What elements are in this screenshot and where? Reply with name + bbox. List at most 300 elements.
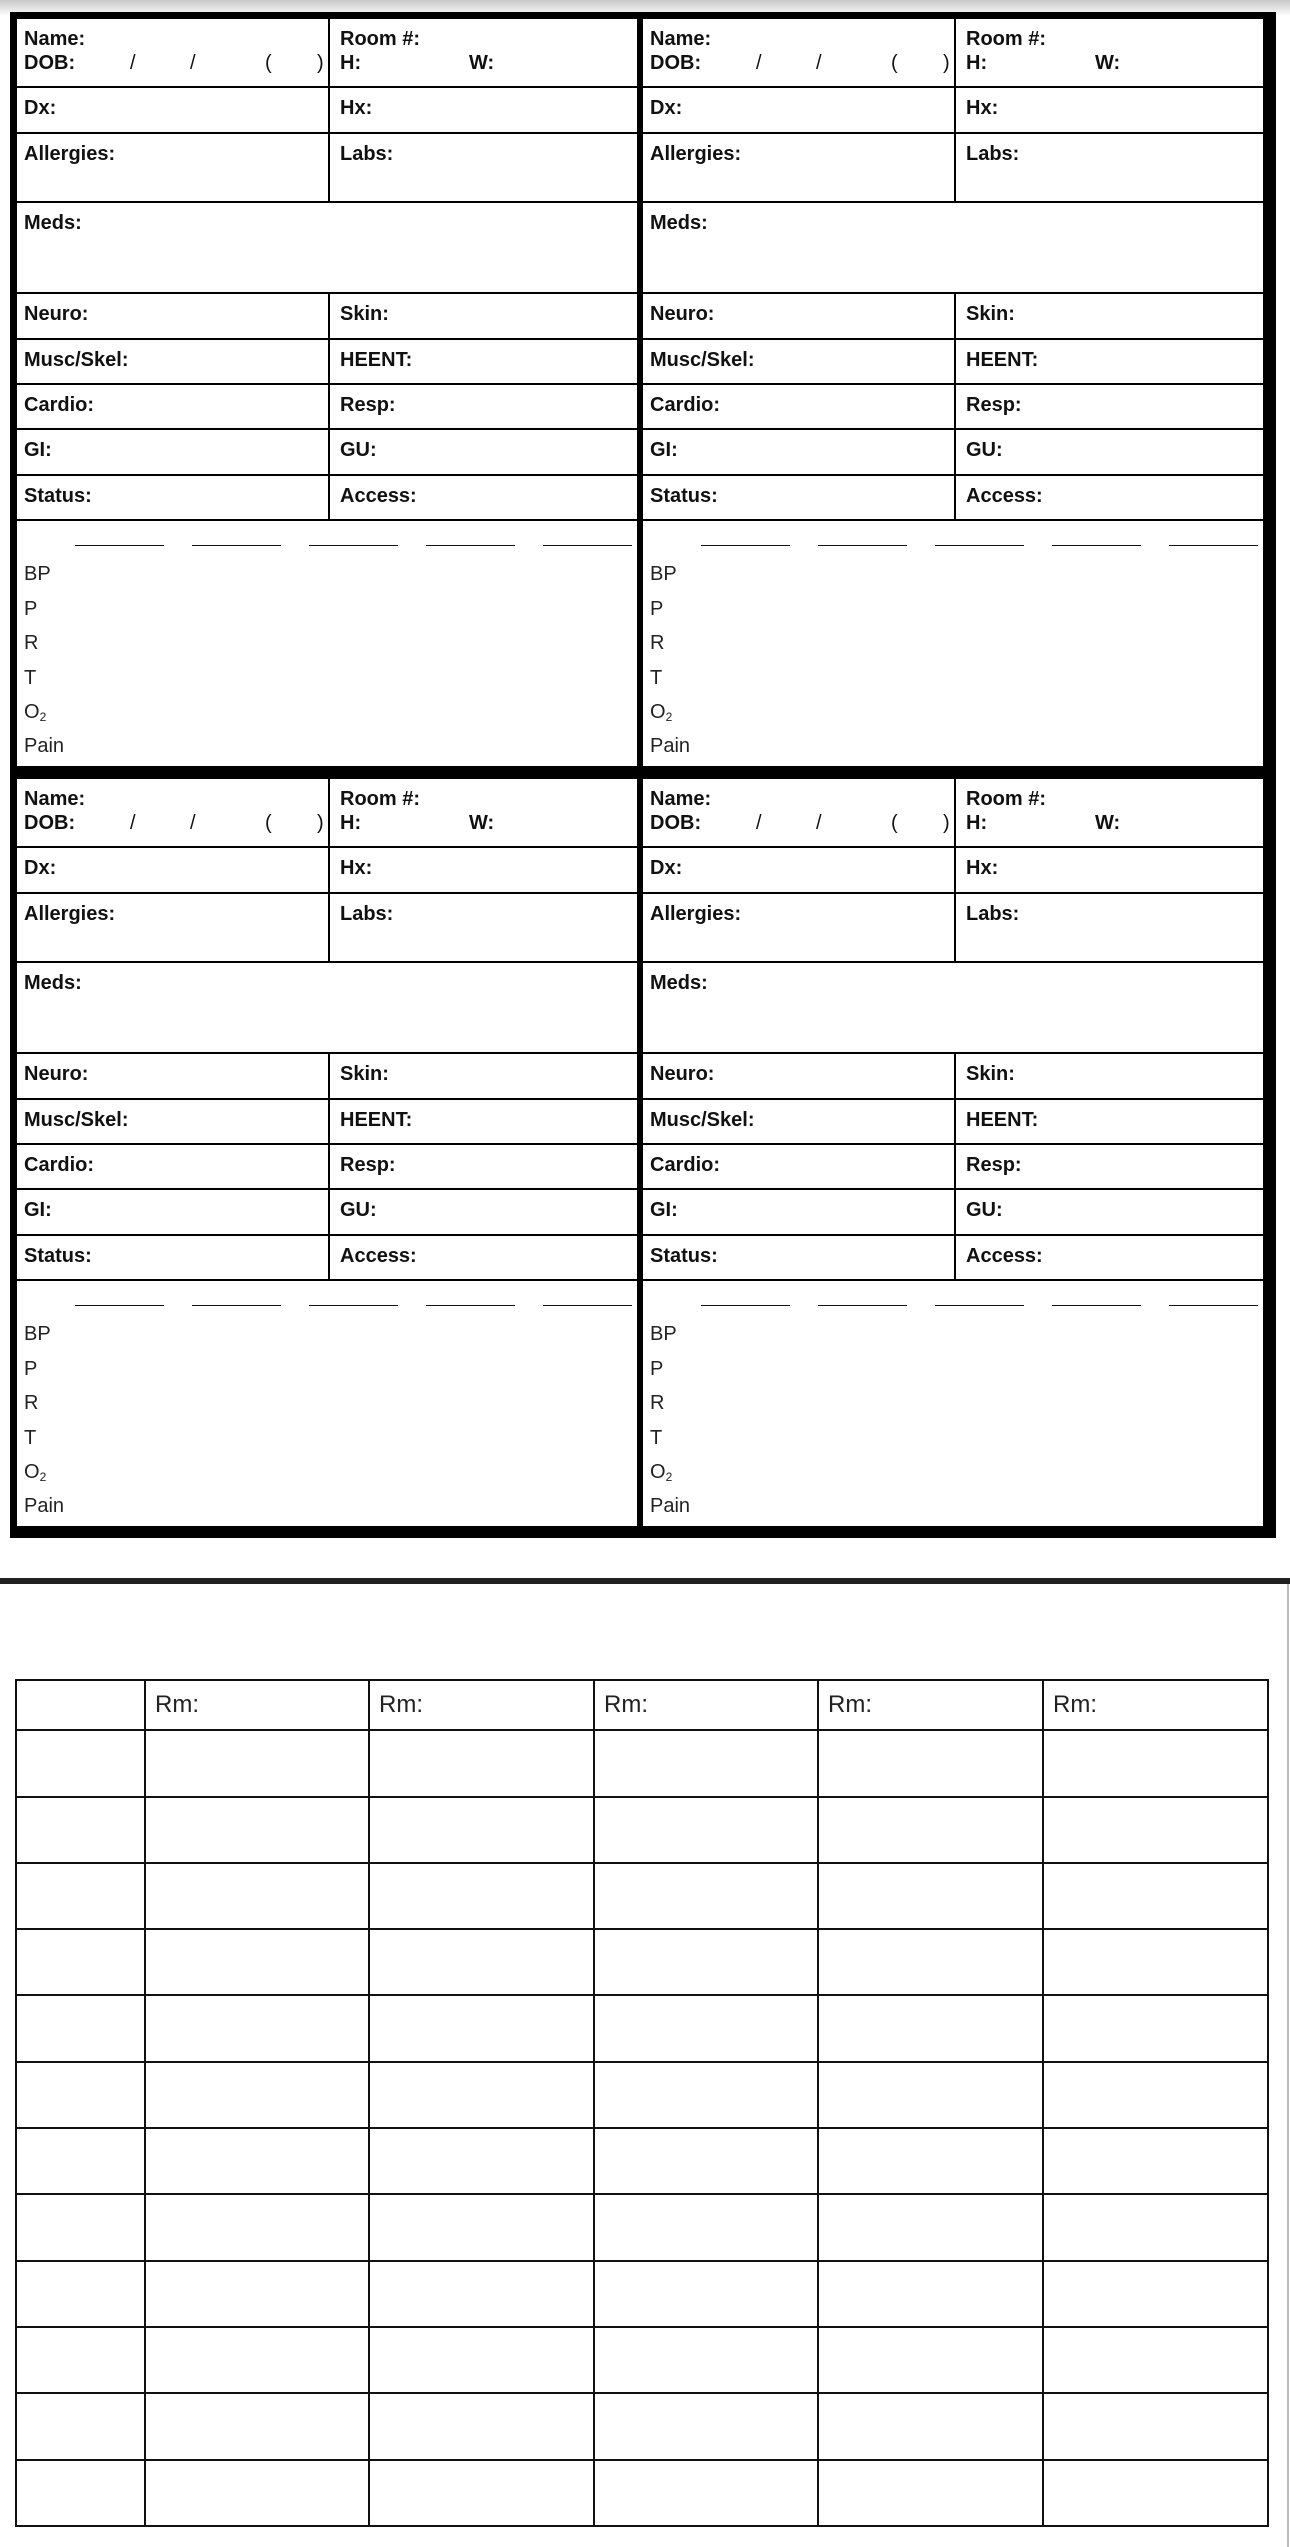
table-row bbox=[16, 2327, 1268, 2393]
age-close-paren: ) bbox=[317, 812, 324, 834]
dx-hx-row bbox=[643, 88, 1263, 134]
room-entry-cell[interactable] bbox=[145, 1995, 369, 2061]
dob-line bbox=[24, 811, 328, 835]
dx-cell[interactable] bbox=[643, 88, 956, 132]
vitals-time-line[interactable] bbox=[426, 545, 515, 546]
neuro-label: Neuro: bbox=[24, 1063, 89, 1085]
vitals-time-line[interactable] bbox=[543, 545, 632, 546]
room-entry-cell[interactable] bbox=[369, 1863, 594, 1929]
musc-heent-row bbox=[643, 340, 1263, 385]
room-entry-cell[interactable] bbox=[818, 1863, 1043, 1929]
room-entry-cell[interactable] bbox=[594, 1730, 818, 1796]
name-label: Name: bbox=[650, 28, 712, 50]
room-entry-cell[interactable] bbox=[594, 2128, 818, 2194]
access-cell[interactable] bbox=[330, 476, 637, 519]
room-entry-cell[interactable] bbox=[145, 2194, 369, 2260]
vital-bp-label: BP bbox=[24, 1323, 51, 1345]
vitals-time-line[interactable] bbox=[75, 1305, 164, 1306]
musc-skel-cell[interactable] bbox=[17, 1100, 330, 1143]
vitals-time-line[interactable] bbox=[192, 545, 281, 546]
meds-row bbox=[17, 203, 637, 294]
room-entry-cell[interactable] bbox=[369, 1730, 594, 1796]
musc-skel-label: Musc/Skel: bbox=[24, 1109, 129, 1131]
allergies-label: Allergies: bbox=[24, 903, 116, 925]
resp-cell[interactable] bbox=[956, 1145, 1263, 1188]
name-dob-cell[interactable] bbox=[643, 19, 956, 86]
room-entry-cell[interactable] bbox=[369, 2327, 594, 2393]
room-entry-cell[interactable] bbox=[369, 2194, 594, 2260]
gi-label: GI: bbox=[650, 1199, 678, 1221]
dob-line bbox=[24, 51, 328, 75]
room-entry-cell[interactable] bbox=[818, 1929, 1043, 1995]
time-cell[interactable] bbox=[16, 2393, 145, 2459]
labs-cell[interactable] bbox=[330, 134, 637, 201]
vital-o2-label bbox=[24, 701, 46, 724]
time-cell[interactable] bbox=[16, 2261, 145, 2327]
vital-temp-label: T bbox=[24, 667, 37, 689]
cardio-cell[interactable] bbox=[17, 1145, 330, 1188]
dx-hx-row bbox=[643, 848, 1263, 894]
status-cell[interactable] bbox=[17, 1236, 330, 1279]
room-entry-cell[interactable] bbox=[1043, 2460, 1268, 2526]
meds-label: Meds: bbox=[24, 972, 82, 994]
dob-label: DOB: bbox=[650, 52, 702, 74]
vitals-time-line[interactable] bbox=[1169, 545, 1258, 546]
patient-card bbox=[17, 779, 637, 1526]
gi-gu-row bbox=[643, 430, 1263, 476]
vitals-time-line[interactable] bbox=[1052, 1305, 1141, 1306]
vitals-time-line[interactable] bbox=[935, 1305, 1024, 1306]
height-weight-line bbox=[966, 811, 1263, 835]
room-entry-cell[interactable] bbox=[594, 2062, 818, 2128]
room-entry-cell[interactable] bbox=[594, 2194, 818, 2260]
room-entry-cell[interactable] bbox=[818, 2460, 1043, 2526]
cardio-label: Cardio: bbox=[24, 394, 94, 416]
vitals-time-line[interactable] bbox=[543, 1305, 632, 1306]
dob-slash: / bbox=[756, 52, 762, 74]
room-entry-cell[interactable] bbox=[145, 2128, 369, 2194]
dx-hx-row bbox=[17, 848, 637, 894]
room-label: Room #: bbox=[966, 28, 1046, 50]
status-cell[interactable] bbox=[17, 476, 330, 519]
meds-label: Meds: bbox=[650, 972, 708, 994]
resp-cell[interactable] bbox=[330, 385, 637, 428]
room-entry-cell[interactable] bbox=[594, 1797, 818, 1863]
patient-card bbox=[643, 779, 1263, 1526]
hx-label: Hx: bbox=[340, 857, 373, 879]
room-entry-cell[interactable] bbox=[145, 2062, 369, 2128]
patient-report-sheet bbox=[10, 12, 1276, 1538]
vitals-time-line[interactable] bbox=[426, 1305, 515, 1306]
room-entry-cell[interactable] bbox=[594, 2327, 818, 2393]
time-cell[interactable] bbox=[16, 2128, 145, 2194]
room-entry-cell[interactable] bbox=[818, 2393, 1043, 2459]
room-entry-cell[interactable] bbox=[818, 1797, 1043, 1863]
allergies-cell[interactable] bbox=[643, 134, 956, 201]
status-cell[interactable] bbox=[643, 1236, 956, 1279]
room-entry-cell[interactable] bbox=[1043, 2194, 1268, 2260]
age-open-paren: ( bbox=[891, 52, 898, 74]
time-cell[interactable] bbox=[16, 1929, 145, 1995]
time-cell[interactable] bbox=[16, 2194, 145, 2260]
neuro-label: Neuro: bbox=[650, 1063, 715, 1085]
allergies-cell[interactable] bbox=[643, 894, 956, 961]
room-hw-cell[interactable] bbox=[956, 779, 1263, 846]
room-header-cell[interactable]: Rm: bbox=[369, 1680, 594, 1730]
access-cell[interactable] bbox=[956, 476, 1263, 519]
resp-cell[interactable] bbox=[956, 385, 1263, 428]
room-entry-cell[interactable] bbox=[594, 2460, 818, 2526]
time-cell[interactable] bbox=[16, 1863, 145, 1929]
room-entry-cell[interactable] bbox=[594, 2261, 818, 2327]
room-entry-cell[interactable] bbox=[369, 2062, 594, 2128]
vitals-section[interactable] bbox=[17, 1281, 637, 1526]
neuro-cell[interactable] bbox=[17, 294, 330, 338]
meds-cell[interactable] bbox=[17, 963, 637, 1052]
vitals-time-line[interactable] bbox=[1052, 545, 1141, 546]
name-label: Name: bbox=[650, 788, 712, 810]
table-row bbox=[16, 1730, 1268, 1796]
vitals-time-line[interactable] bbox=[935, 545, 1024, 546]
allergies-label: Allergies: bbox=[24, 143, 116, 165]
time-header-cell[interactable] bbox=[16, 1680, 145, 1730]
labs-cell[interactable] bbox=[330, 894, 637, 961]
musc-skel-label: Musc/Skel: bbox=[650, 349, 755, 371]
cardio-label: Cardio: bbox=[650, 1154, 720, 1176]
dx-cell[interactable] bbox=[643, 848, 956, 892]
allergies-cell[interactable] bbox=[17, 894, 330, 961]
gi-cell[interactable] bbox=[17, 430, 330, 474]
vitals-time-line[interactable] bbox=[701, 1305, 790, 1306]
resp-label: Resp: bbox=[340, 394, 396, 416]
allergies-cell[interactable] bbox=[17, 134, 330, 201]
o2-text: O bbox=[650, 1461, 666, 1483]
hx-cell[interactable] bbox=[956, 88, 1263, 132]
table-row bbox=[16, 1863, 1268, 1929]
height-label: H: bbox=[340, 52, 362, 74]
room-entry-cell[interactable] bbox=[369, 2261, 594, 2327]
gi-gu-row bbox=[17, 1190, 637, 1236]
room-hw-cell[interactable] bbox=[956, 19, 1263, 86]
room-entry-cell[interactable] bbox=[1043, 1995, 1268, 2061]
skin-cell[interactable] bbox=[330, 1054, 637, 1098]
name-dob-cell[interactable] bbox=[643, 779, 956, 846]
access-label: Access: bbox=[966, 485, 1043, 507]
room-entry-cell[interactable] bbox=[818, 2194, 1043, 2260]
room-hw-cell[interactable] bbox=[330, 19, 637, 86]
meds-row bbox=[17, 963, 637, 1054]
patient-card bbox=[643, 19, 1263, 766]
time-cell[interactable] bbox=[16, 2062, 145, 2128]
table-header-row bbox=[16, 1680, 1268, 1730]
skin-cell[interactable] bbox=[330, 294, 637, 338]
cardio-cell[interactable] bbox=[17, 385, 330, 428]
gu-cell[interactable] bbox=[956, 430, 1263, 474]
room-entry-cell[interactable] bbox=[1043, 2128, 1268, 2194]
neuro-skin-row bbox=[643, 294, 1263, 340]
neuro-skin-row bbox=[17, 1054, 637, 1100]
meds-label: Meds: bbox=[24, 212, 82, 234]
gi-gu-row bbox=[17, 430, 637, 476]
dx-cell[interactable] bbox=[17, 88, 330, 132]
vital-pulse-label: P bbox=[650, 1358, 664, 1380]
cardio-resp-row bbox=[643, 1145, 1263, 1190]
age-close-paren: ) bbox=[943, 812, 950, 834]
room-entry-cell[interactable] bbox=[145, 2393, 369, 2459]
musc-skel-label: Musc/Skel: bbox=[24, 349, 129, 371]
heent-cell[interactable] bbox=[330, 1100, 637, 1143]
vitals-section[interactable] bbox=[17, 521, 637, 766]
skin-cell[interactable] bbox=[956, 294, 1263, 338]
heent-cell[interactable] bbox=[956, 340, 1263, 383]
room-entry-cell[interactable] bbox=[145, 1797, 369, 1863]
vital-resp-label: R bbox=[650, 1392, 665, 1414]
heent-label: HEENT: bbox=[340, 1109, 413, 1131]
dx-cell[interactable] bbox=[17, 848, 330, 892]
labs-label: Labs: bbox=[340, 903, 394, 925]
dx-label: Dx: bbox=[24, 97, 57, 119]
vital-temp-label: T bbox=[650, 667, 663, 689]
room-header-cell[interactable]: Rm: bbox=[818, 1680, 1043, 1730]
identity-row bbox=[17, 19, 637, 88]
vital-pulse-label: P bbox=[650, 598, 664, 620]
vital-pulse-label: P bbox=[24, 598, 38, 620]
room-entry-cell[interactable] bbox=[369, 2393, 594, 2459]
gi-label: GI: bbox=[24, 1199, 52, 1221]
vitals-time-line[interactable] bbox=[75, 545, 164, 546]
room-entry-cell[interactable] bbox=[145, 2261, 369, 2327]
labs-cell[interactable] bbox=[956, 134, 1263, 201]
room-entry-cell[interactable] bbox=[1043, 1863, 1268, 1929]
meds-row bbox=[643, 963, 1263, 1054]
name-dob-cell[interactable] bbox=[17, 779, 330, 846]
room-entry-cell[interactable] bbox=[1043, 2062, 1268, 2128]
resp-label: Resp: bbox=[340, 1154, 396, 1176]
room-entry-cell[interactable] bbox=[594, 1863, 818, 1929]
vital-pulse-label: P bbox=[24, 1358, 38, 1380]
room-entry-cell[interactable] bbox=[369, 1995, 594, 2061]
room-entry-cell[interactable] bbox=[369, 2128, 594, 2194]
status-access-row bbox=[643, 476, 1263, 521]
resp-label: Resp: bbox=[966, 394, 1022, 416]
vitals-time-line[interactable] bbox=[818, 1305, 907, 1306]
musc-skel-cell[interactable] bbox=[17, 340, 330, 383]
meds-cell[interactable] bbox=[643, 203, 1263, 292]
o2-text: O bbox=[24, 701, 40, 723]
room-entry-cell[interactable] bbox=[145, 2460, 369, 2526]
o2-text: O bbox=[24, 1461, 40, 1483]
dob-slash: / bbox=[756, 812, 762, 834]
dob-label: DOB: bbox=[24, 812, 76, 834]
table-row bbox=[16, 2128, 1268, 2194]
room-entry-cell[interactable] bbox=[818, 1995, 1043, 2061]
time-cell[interactable] bbox=[16, 2327, 145, 2393]
room-entry-cell[interactable] bbox=[594, 1929, 818, 1995]
room-entry-cell[interactable] bbox=[1043, 2261, 1268, 2327]
vital-bp-label: BP bbox=[650, 563, 677, 585]
vitals-section[interactable] bbox=[643, 521, 1263, 766]
hx-cell[interactable] bbox=[330, 848, 637, 892]
gi-cell[interactable] bbox=[17, 1190, 330, 1234]
gu-label: GU: bbox=[966, 439, 1003, 461]
gu-label: GU: bbox=[340, 439, 377, 461]
room-hw-cell[interactable] bbox=[330, 779, 637, 846]
dob-slash: / bbox=[130, 52, 136, 74]
time-cell[interactable] bbox=[16, 2460, 145, 2526]
cardio-label: Cardio: bbox=[650, 394, 720, 416]
o2-subscript: 2 bbox=[39, 1470, 47, 1484]
room-entry-cell[interactable] bbox=[818, 2128, 1043, 2194]
hx-cell[interactable] bbox=[330, 88, 637, 132]
room-entry-cell[interactable] bbox=[594, 2393, 818, 2459]
hx-cell[interactable] bbox=[956, 848, 1263, 892]
name-dob-cell[interactable] bbox=[17, 19, 330, 86]
room-header-cell[interactable]: Rm: bbox=[1043, 1680, 1268, 1730]
skin-cell[interactable] bbox=[956, 1054, 1263, 1098]
height-label: H: bbox=[966, 812, 988, 834]
vital-resp-label: R bbox=[24, 1392, 39, 1414]
table-row bbox=[16, 2393, 1268, 2459]
vital-o2-label bbox=[650, 1461, 672, 1484]
room-entry-cell[interactable] bbox=[1043, 1730, 1268, 1796]
room-entry-cell[interactable] bbox=[145, 1863, 369, 1929]
dob-line bbox=[650, 811, 954, 835]
neuro-skin-row bbox=[643, 1054, 1263, 1100]
room-entry-cell[interactable] bbox=[145, 2327, 369, 2393]
gi-label: GI: bbox=[650, 439, 678, 461]
status-label: Status: bbox=[650, 485, 718, 507]
access-cell[interactable] bbox=[330, 1236, 637, 1279]
vital-temp-label: T bbox=[650, 1427, 663, 1449]
heent-label: HEENT: bbox=[966, 1109, 1039, 1131]
meds-label: Meds: bbox=[650, 212, 708, 234]
vitals-time-line[interactable] bbox=[192, 1305, 281, 1306]
room-entry-cell[interactable] bbox=[369, 1929, 594, 1995]
o2-subscript: 2 bbox=[39, 710, 47, 724]
gi-gu-row bbox=[643, 1190, 1263, 1236]
cardio-cell[interactable] bbox=[643, 385, 956, 428]
room-entry-cell[interactable] bbox=[818, 2327, 1043, 2393]
room-header-cell[interactable]: Rm: bbox=[145, 1680, 369, 1730]
hx-label: Hx: bbox=[340, 97, 373, 119]
allergies-labs-row bbox=[643, 134, 1263, 203]
neuro-cell[interactable] bbox=[643, 294, 956, 338]
neuro-cell[interactable] bbox=[643, 1054, 956, 1098]
name-label: Name: bbox=[24, 788, 86, 810]
heent-cell[interactable] bbox=[956, 1100, 1263, 1143]
age-close-paren: ) bbox=[943, 52, 950, 74]
room-entry-cell[interactable] bbox=[818, 1730, 1043, 1796]
dob-slash: / bbox=[816, 812, 822, 834]
height-label: H: bbox=[340, 812, 362, 834]
resp-cell[interactable] bbox=[330, 1145, 637, 1188]
access-cell[interactable] bbox=[956, 1236, 1263, 1279]
room-label: Room #: bbox=[340, 28, 420, 50]
neuro-label: Neuro: bbox=[650, 303, 715, 325]
vitals-time-line[interactable] bbox=[701, 545, 790, 546]
room-timeline-table bbox=[15, 1679, 1269, 2527]
allergies-labs-row bbox=[17, 134, 637, 203]
room-entry-cell[interactable] bbox=[818, 2062, 1043, 2128]
room-entry-cell[interactable] bbox=[1043, 1797, 1268, 1863]
identity-row bbox=[643, 19, 1263, 88]
age-open-paren: ( bbox=[891, 812, 898, 834]
time-cell[interactable] bbox=[16, 1995, 145, 2061]
neuro-cell[interactable] bbox=[17, 1054, 330, 1098]
age-open-paren: ( bbox=[265, 812, 272, 834]
gu-cell[interactable] bbox=[956, 1190, 1263, 1234]
room-entry-cell[interactable] bbox=[1043, 1929, 1268, 1995]
cardio-label: Cardio: bbox=[24, 1154, 94, 1176]
heent-label: HEENT: bbox=[966, 349, 1039, 371]
time-cell[interactable] bbox=[16, 1730, 145, 1796]
vital-pain-label: Pain bbox=[650, 1495, 691, 1517]
musc-skel-cell[interactable] bbox=[643, 340, 956, 383]
gi-cell[interactable] bbox=[643, 430, 956, 474]
labs-label: Labs: bbox=[966, 903, 1020, 925]
gu-label: GU: bbox=[966, 1199, 1003, 1221]
room-entry-cell[interactable] bbox=[369, 1797, 594, 1863]
name-label: Name: bbox=[24, 28, 86, 50]
vitals-time-line[interactable] bbox=[1169, 1305, 1258, 1306]
vitals-time-line[interactable] bbox=[309, 545, 398, 546]
height-label: H: bbox=[966, 52, 988, 74]
gu-cell[interactable] bbox=[330, 430, 637, 474]
weight-label: W: bbox=[469, 52, 495, 74]
meds-row bbox=[643, 203, 1263, 294]
meds-cell[interactable] bbox=[643, 963, 1263, 1052]
table-row bbox=[16, 1797, 1268, 1863]
room-entry-cell[interactable] bbox=[145, 1929, 369, 1995]
hx-label: Hx: bbox=[966, 97, 999, 119]
meds-cell[interactable] bbox=[17, 203, 637, 292]
skin-label: Skin: bbox=[966, 1063, 1015, 1085]
vital-o2-label bbox=[24, 1461, 46, 1484]
time-cell[interactable] bbox=[16, 1797, 145, 1863]
neuro-skin-row bbox=[17, 294, 637, 340]
vitals-time-line[interactable] bbox=[818, 545, 907, 546]
cardio-cell[interactable] bbox=[643, 1145, 956, 1188]
musc-skel-cell[interactable] bbox=[643, 1100, 956, 1143]
room-entry-cell[interactable] bbox=[1043, 2393, 1268, 2459]
room-entry-cell[interactable] bbox=[145, 1730, 369, 1796]
dob-slash: / bbox=[816, 52, 822, 74]
heent-cell[interactable] bbox=[330, 340, 637, 383]
labs-cell[interactable] bbox=[956, 894, 1263, 961]
vital-bp-label: BP bbox=[650, 1323, 677, 1345]
heent-label: HEENT: bbox=[340, 349, 413, 371]
vital-pain-label: Pain bbox=[650, 735, 691, 757]
height-weight-line bbox=[340, 51, 637, 75]
status-access-row bbox=[17, 1236, 637, 1281]
skin-label: Skin: bbox=[340, 303, 389, 325]
room-entry-cell[interactable] bbox=[594, 1995, 818, 2061]
table-row bbox=[16, 1995, 1268, 2061]
gu-cell[interactable] bbox=[330, 1190, 637, 1234]
status-cell[interactable] bbox=[643, 476, 956, 519]
dx-hx-row bbox=[17, 88, 637, 134]
musc-heent-row bbox=[17, 340, 637, 385]
room-entry-cell[interactable] bbox=[1043, 2327, 1268, 2393]
room-entry-cell[interactable] bbox=[369, 2460, 594, 2526]
vitals-section[interactable] bbox=[643, 1281, 1263, 1526]
vitals-time-line[interactable] bbox=[309, 1305, 398, 1306]
gi-cell[interactable] bbox=[643, 1190, 956, 1234]
room-entry-cell[interactable] bbox=[818, 2261, 1043, 2327]
musc-heent-row bbox=[17, 1100, 637, 1145]
room-header-cell[interactable]: Rm: bbox=[594, 1680, 818, 1730]
table-row bbox=[16, 2062, 1268, 2128]
